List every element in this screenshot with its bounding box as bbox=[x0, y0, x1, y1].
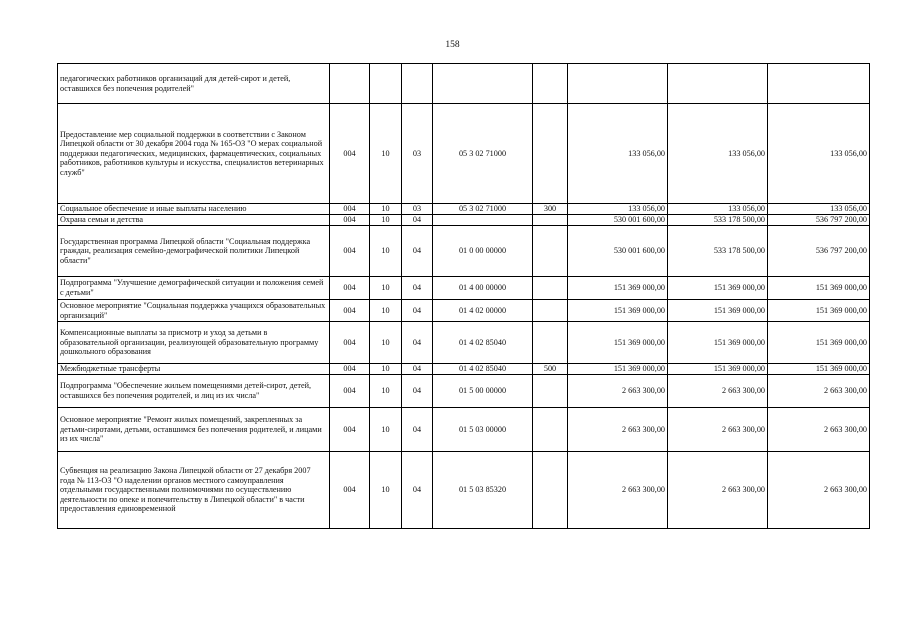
row-name-cell: Субвенция на реализацию Закона Липецкой области от 27 декабря 2007 года № 113-ОЗ "О наделении органов местного самоуправления отдельными государственными полномочиями по осуществлению деятельности по опеке и попечительству в Липецкой области" в части предоставления единовременной bbox=[58, 452, 330, 529]
section-code-cell: 10 bbox=[370, 364, 402, 375]
department-code-cell: 004 bbox=[330, 204, 370, 215]
department-code-cell: 004 bbox=[330, 408, 370, 452]
sum-year1-cell: 151 369 000,00 bbox=[568, 300, 668, 322]
expense-type-cell bbox=[533, 408, 568, 452]
subsection-code-cell: 04 bbox=[402, 300, 433, 322]
sum-year2-cell: 151 369 000,00 bbox=[668, 322, 768, 364]
row-name-cell: Подпрограмма "Улучшение демографической ситуации и положения семей с детьми" bbox=[58, 277, 330, 300]
sum-year1-cell: 133 056,00 bbox=[568, 104, 668, 204]
sum-year2-cell: 2 663 300,00 bbox=[668, 452, 768, 529]
subsection-code-cell: 04 bbox=[402, 277, 433, 300]
department-code-cell: 004 bbox=[330, 364, 370, 375]
sum-year3-cell: 151 369 000,00 bbox=[768, 322, 870, 364]
target-article-cell: 01 5 03 85320 bbox=[433, 452, 533, 529]
sum-year3-cell: 151 369 000,00 bbox=[768, 364, 870, 375]
table-row bbox=[58, 204, 870, 215]
department-code-cell: 004 bbox=[330, 375, 370, 408]
sum-year1-cell: 2 663 300,00 bbox=[568, 375, 668, 408]
expense-type-cell bbox=[533, 64, 568, 104]
department-code-cell: 004 bbox=[330, 322, 370, 364]
sum-year2-cell: 151 369 000,00 bbox=[668, 364, 768, 375]
expense-type-cell bbox=[533, 226, 568, 277]
sum-year2-cell: 533 178 500,00 bbox=[668, 215, 768, 226]
expense-type-cell bbox=[533, 452, 568, 529]
table-row bbox=[58, 300, 870, 322]
department-code-cell: 004 bbox=[330, 226, 370, 277]
sum-year1-cell: 133 056,00 bbox=[568, 204, 668, 215]
table-row bbox=[58, 215, 870, 226]
target-article-cell: 01 0 00 00000 bbox=[433, 226, 533, 277]
section-code-cell: 10 bbox=[370, 375, 402, 408]
section-code-cell: 10 bbox=[370, 104, 402, 204]
expense-type-cell bbox=[533, 215, 568, 226]
department-code-cell: 004 bbox=[330, 215, 370, 226]
sum-year3-cell: 536 797 200,00 bbox=[768, 215, 870, 226]
row-name-cell: Социальное обеспечение и иные выплаты населению bbox=[58, 204, 330, 215]
subsection-code-cell: 04 bbox=[402, 226, 433, 277]
target-article-cell: 01 4 02 00000 bbox=[433, 300, 533, 322]
department-code-cell: 004 bbox=[330, 452, 370, 529]
section-code-cell: 10 bbox=[370, 204, 402, 215]
row-name-cell: Компенсационные выплаты за присмотр и уход за детьми в образовательной организации, реализующей образовательную программу дошкольного образования bbox=[58, 322, 330, 364]
sum-year3-cell: 2 663 300,00 bbox=[768, 452, 870, 529]
expense-type-cell: 300 bbox=[533, 204, 568, 215]
expense-type-cell bbox=[533, 375, 568, 408]
sum-year2-cell: 2 663 300,00 bbox=[668, 375, 768, 408]
subsection-code-cell bbox=[402, 64, 433, 104]
subsection-code-cell: 03 bbox=[402, 104, 433, 204]
sum-year3-cell: 133 056,00 bbox=[768, 204, 870, 215]
sum-year2-cell: 151 369 000,00 bbox=[668, 277, 768, 300]
table-row bbox=[58, 64, 870, 104]
sum-year3-cell: 2 663 300,00 bbox=[768, 375, 870, 408]
expense-type-cell bbox=[533, 104, 568, 204]
section-code-cell: 10 bbox=[370, 215, 402, 226]
subsection-code-cell: 04 bbox=[402, 375, 433, 408]
sum-year1-cell: 2 663 300,00 bbox=[568, 408, 668, 452]
sum-year3-cell bbox=[768, 64, 870, 104]
department-code-cell: 004 bbox=[330, 104, 370, 204]
target-article-cell: 01 5 00 00000 bbox=[433, 375, 533, 408]
target-article-cell: 01 4 02 85040 bbox=[433, 364, 533, 375]
table-row bbox=[58, 226, 870, 277]
sum-year1-cell bbox=[568, 64, 668, 104]
section-code-cell bbox=[370, 64, 402, 104]
table-row bbox=[58, 452, 870, 529]
table-row bbox=[58, 408, 870, 452]
row-name-cell: Основное мероприятие "Ремонт жилых помещений, закрепленных за детьми-сиротами, детьми, оставшимся без попечения родителей, и лицами из их числа" bbox=[58, 408, 330, 452]
sum-year2-cell bbox=[668, 64, 768, 104]
section-code-cell: 10 bbox=[370, 226, 402, 277]
budget-table bbox=[57, 63, 870, 529]
sum-year3-cell: 133 056,00 bbox=[768, 104, 870, 204]
sum-year1-cell: 151 369 000,00 bbox=[568, 277, 668, 300]
department-code-cell: 004 bbox=[330, 277, 370, 300]
section-code-cell: 10 bbox=[370, 408, 402, 452]
expense-type-cell bbox=[533, 300, 568, 322]
sum-year1-cell: 2 663 300,00 bbox=[568, 452, 668, 529]
sum-year1-cell: 151 369 000,00 bbox=[568, 322, 668, 364]
sum-year2-cell: 133 056,00 bbox=[668, 104, 768, 204]
section-code-cell: 10 bbox=[370, 300, 402, 322]
table-row bbox=[58, 322, 870, 364]
section-code-cell: 10 bbox=[370, 322, 402, 364]
target-article-cell bbox=[433, 64, 533, 104]
row-name-cell: Охрана семьи и детства bbox=[58, 215, 330, 226]
expense-type-cell: 500 bbox=[533, 364, 568, 375]
target-article-cell: 01 4 00 00000 bbox=[433, 277, 533, 300]
sum-year2-cell: 133 056,00 bbox=[668, 204, 768, 215]
sum-year1-cell: 530 001 600,00 bbox=[568, 226, 668, 277]
row-name-cell: Государственная программа Липецкой области "Социальная поддержка граждан, реализация семейно-демографической политики Липецкой области" bbox=[58, 226, 330, 277]
section-code-cell: 10 bbox=[370, 277, 402, 300]
department-code-cell bbox=[330, 64, 370, 104]
row-name-cell: Предоставление мер социальной поддержки в соответствии с Законом Липецкой области от 30 декабря 2004 года № 165-ОЗ "О мерах социальной поддержки педагогических, медицинских, фармацевтических, социальных работников, работников культуры и искусства, специалистов ветеринарных служб" bbox=[58, 104, 330, 204]
table-row bbox=[58, 104, 870, 204]
target-article-cell bbox=[433, 215, 533, 226]
page-number: 158 bbox=[445, 40, 460, 50]
subsection-code-cell: 04 bbox=[402, 215, 433, 226]
target-article-cell: 05 3 02 71000 bbox=[433, 104, 533, 204]
subsection-code-cell: 04 bbox=[402, 322, 433, 364]
table-row bbox=[58, 364, 870, 375]
expense-type-cell bbox=[533, 277, 568, 300]
target-article-cell: 01 4 02 85040 bbox=[433, 322, 533, 364]
target-article-cell: 05 3 02 71000 bbox=[433, 204, 533, 215]
subsection-code-cell: 04 bbox=[402, 364, 433, 375]
expense-type-cell bbox=[533, 322, 568, 364]
subsection-code-cell: 04 bbox=[402, 452, 433, 529]
sum-year3-cell: 2 663 300,00 bbox=[768, 408, 870, 452]
sum-year2-cell: 533 178 500,00 bbox=[668, 226, 768, 277]
row-name-cell: педагогических работников организаций для детей-сирот и детей, оставшихся без попечения родителей" bbox=[58, 64, 330, 104]
table-row bbox=[58, 375, 870, 408]
sum-year3-cell: 151 369 000,00 bbox=[768, 300, 870, 322]
subsection-code-cell: 03 bbox=[402, 204, 433, 215]
row-name-cell: Межбюджетные трансферты bbox=[58, 364, 330, 375]
sum-year1-cell: 151 369 000,00 bbox=[568, 364, 668, 375]
sum-year2-cell: 151 369 000,00 bbox=[668, 300, 768, 322]
table-row bbox=[58, 277, 870, 300]
sum-year1-cell: 530 001 600,00 bbox=[568, 215, 668, 226]
sum-year2-cell: 2 663 300,00 bbox=[668, 408, 768, 452]
sum-year3-cell: 151 369 000,00 bbox=[768, 277, 870, 300]
department-code-cell: 004 bbox=[330, 300, 370, 322]
row-name-cell: Основное мероприятие "Социальная поддержка учащихся образовательных организаций" bbox=[58, 300, 330, 322]
section-code-cell: 10 bbox=[370, 452, 402, 529]
sum-year3-cell: 536 797 200,00 bbox=[768, 226, 870, 277]
subsection-code-cell: 04 bbox=[402, 408, 433, 452]
row-name-cell: Подпрограмма "Обеспечение жильем помещениями детей-сирот, детей, оставшихся без попечения родителей, и лиц из их числа" bbox=[58, 375, 330, 408]
target-article-cell: 01 5 03 00000 bbox=[433, 408, 533, 452]
